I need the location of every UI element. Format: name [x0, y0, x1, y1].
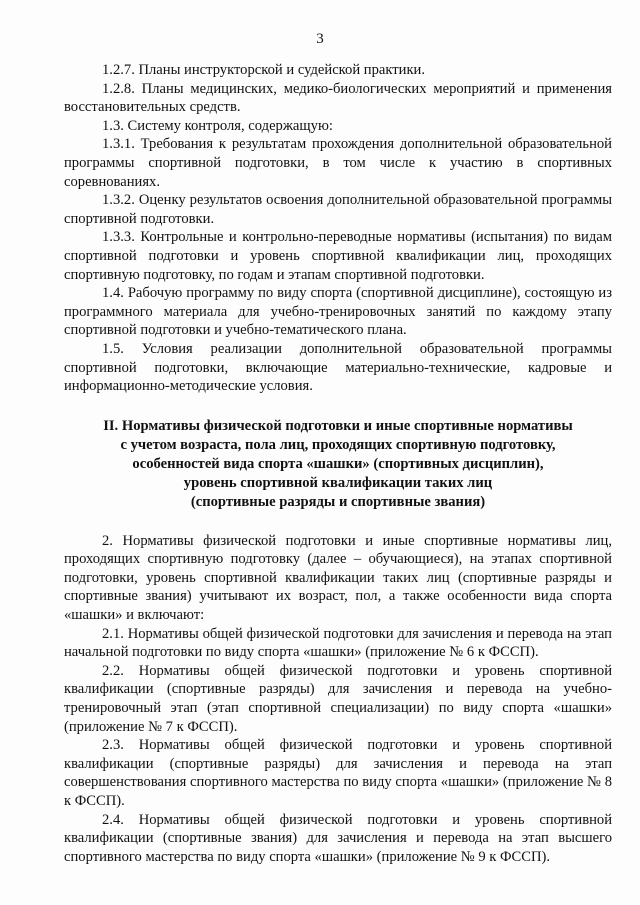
document-body	[64, 61, 612, 866]
section-title-line: уровень спортивной квалификации таких лиц	[183, 474, 493, 491]
paragraph-2-3: 2.3. Нормативы общей физической подготовки и уровень спортивной квалификации (спортивные разряды) для зачисления и перевода на этап совершенствования спортивного мастерства по виду спорта «шашки» (приложение № 8 к ФССП).	[64, 737, 612, 809]
paragraph-1-5: 1.5. Условия реализации дополнительной образовательной программы спортивной подготовки, включающие материально-технические, кадровые и информационно-методические условия.	[64, 340, 612, 395]
section-spacer	[64, 512, 612, 532]
section-title-line: с учетом возраста, пола лиц, проходящих спортивную подготовку,	[120, 436, 556, 453]
paragraph-1-3-3: 1.3.3. Контрольные и контрольно-переводные нормативы (испытания) по видам спортивной подготовки и уровень спортивной квалификации лиц, проходящих спортивную подготовку, по годам и этапам спортивной подготовки.	[64, 229, 612, 283]
paragraph-1-4: 1.4. Рабочую программу по виду спорта (спортивной дисциплине), состоящую из программного материала для учебно-тренировочных занятий по каждому этапу спортивной подготовки и учебно-тематического плана.	[64, 285, 612, 339]
section-title	[64, 417, 612, 512]
section-title-line: особенностей вида спорта «шашки» (спортивных дисциплин),	[132, 455, 544, 472]
section-title-line: II. Нормативы физической подготовки и иные спортивные нормативы	[103, 417, 573, 434]
paragraph-2: 2. Нормативы физической подготовки и иные спортивные нормативы лиц, проходящих спортивную подготовку (далее – обучающиеся), на этапах спортивной подготовки, уровень спортивной квалификации таких лиц (спортивные разряды и спортивные звания) учитывают их возраст, пол, а также особенности вида спорта «шашки» и включают:	[64, 532, 612, 624]
paragraph-2-1: 2.1. Нормативы общей физической подготовки для зачисления и перевода на этап начальной подготовки по виду спорта «шашки» (приложение № 6 к ФССП).	[64, 625, 612, 661]
page-number: 3	[316, 31, 324, 47]
paragraph-1-3: 1.3. Систему контроля, содержащую:	[102, 117, 333, 134]
section-title-line: (спортивные разряды и спортивные звания)	[190, 493, 486, 510]
paragraph-2-4: 2.4. Нормативы общей физической подготовки и уровень спортивной квалификации (спортивные звания) для зачисления и перевода на этап высшего спортивного мастерства по виду спорта «шашки» (приложение № 9 к ФССП).	[64, 811, 612, 865]
paragraph-1-2-7: 1.2.7. Планы инструкторской и судейской практики.	[102, 62, 425, 78]
paragraph-1-2-8: 1.2.8. Планы медицинских, медико-биологических мероприятий и применения восстановительных средств.	[64, 80, 612, 116]
paragraph-2-2: 2.2. Нормативы общей физической подготовки и уровень спортивной квалификации (спортивные разряды) для зачисления и перевода на учебно-тренировочный этап (этап спортивной специализации) по виду спорта «шашки» (приложение № 7 к ФССП).	[64, 662, 612, 735]
paragraph-1-3-1: 1.3.1. Требования к результатам прохождения дополнительной образовательной программы спортивной подготовки, в том числе к участию в спортивных соревнованиях.	[64, 136, 612, 190]
paragraph-1-3-2: 1.3.2. Оценку результатов освоения дополнительной образовательной программы спортивной подготовки.	[64, 192, 612, 227]
